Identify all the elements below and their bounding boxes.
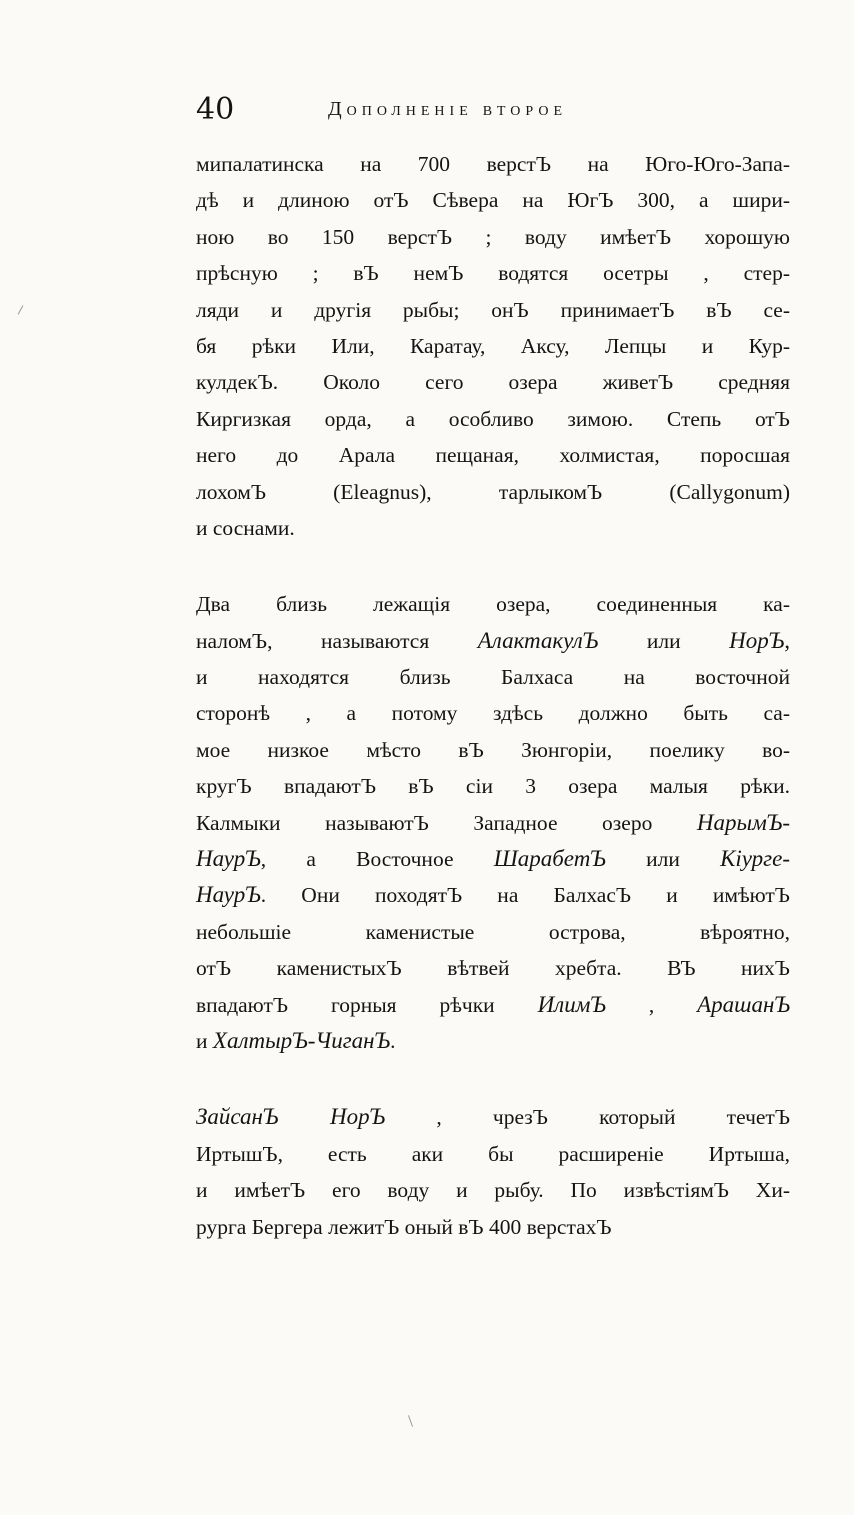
italic-name: НаурЪ [196, 882, 261, 908]
text-run: бя рѣки Или, Каратау, Аксу, Лепцы и Кур- [196, 333, 790, 358]
text-line [196, 841, 790, 877]
text-run: ИртышЪ, есть аки бы расширеніе Иртыша, [196, 1141, 790, 1166]
text-run: наломЪ, называются [196, 628, 478, 653]
text-run: Киргизкая орда, а особливо зимою. Степь отЪ [196, 406, 790, 431]
text-line [196, 1099, 790, 1135]
text-run: лохомЪ (Eleagnus), тарлыкомЪ (Callygonum) [196, 479, 790, 504]
text-line [196, 255, 790, 291]
text-line [196, 292, 790, 328]
text-line [196, 328, 790, 364]
text-run: и соснами. [196, 515, 295, 540]
text-run: него до Арала пещаная, холмистая, поросшая [196, 443, 790, 468]
text-run: мое низкое мѣсто вЪ Зюнгоріи, поелику во- [196, 737, 790, 762]
text-run: прѣсную ; вЪ немЪ водятся осетры , стер- [196, 261, 790, 286]
page-header [196, 92, 666, 132]
italic-name: ЗайсанЪ НорЪ [196, 1104, 386, 1130]
text-line [196, 586, 790, 622]
text-run: ляди и другія рыбы; онЪ принимаетЪ вЪ се- [196, 297, 790, 322]
page-scratch-mark [408, 1415, 413, 1427]
paragraph [196, 1099, 790, 1245]
body-text [196, 146, 790, 1245]
italic-name: НаурЪ [196, 846, 261, 872]
paragraph-gap [196, 1059, 790, 1099]
text-run: или [605, 847, 721, 872]
text-line [196, 146, 790, 182]
italic-name: НорЪ, [729, 627, 790, 653]
italic-name: ИлимЪ [537, 991, 606, 1017]
text-run: мипалатинска на 700 верстЪ на Юго-Юго-Запа- [196, 152, 790, 176]
text-line [196, 768, 790, 804]
text-run: отЪ каменистыхЪ вѣтвей хребта. ВЪ нихЪ [196, 956, 790, 981]
text-line [196, 364, 790, 400]
text-run: . Они походятЪ на БалхасЪ и имѣютЪ [260, 883, 790, 908]
text-line [196, 623, 790, 659]
text-line [196, 1172, 790, 1208]
italic-name: НарымЪ- [696, 809, 790, 835]
text-line [196, 805, 790, 841]
text-run: или [598, 628, 730, 653]
text-line [196, 474, 790, 510]
text-line [196, 437, 790, 473]
page-number: 40 [196, 92, 235, 127]
text-run: небольшіе каменистые острова, вѣроятно, [196, 919, 790, 944]
paragraph [196, 586, 790, 1059]
text-run: , а Восточное [260, 847, 494, 872]
text-run: и имѣетЪ его воду и рыбу. По извѣстіямЪ Хи- [196, 1178, 790, 1203]
text-line [196, 695, 790, 731]
text-line [196, 510, 790, 546]
italic-name: ХалтырЪ-ЧиганЪ [212, 1027, 391, 1053]
text-line [196, 877, 790, 913]
text-line [196, 987, 790, 1023]
text-line [196, 950, 790, 986]
running-head: Дополненіе второе [328, 98, 568, 120]
text-run: кулдекЪ. Около сего озера живетЪ средняя [196, 370, 790, 395]
text-line [196, 182, 790, 218]
text-run: Калмыки называютЪ Западное озеро [196, 810, 697, 835]
text-line [196, 1209, 790, 1245]
text-run: и находятся близь Балхаса на восточной [196, 665, 790, 690]
text-run: ною во 150 верстЪ ; воду имѣетЪ хорошую [196, 224, 790, 249]
text-run: Два близь лежащія озера, соединенныя ка- [196, 592, 790, 617]
text-line [196, 732, 790, 768]
text-run: рурга Бергера лежитЪ оный вЪ 400 верстахЪ [196, 1214, 612, 1239]
text-line [196, 1136, 790, 1172]
italic-name: Кіурге- [720, 846, 790, 872]
text-run: , [605, 992, 698, 1017]
paragraph [196, 146, 790, 546]
italic-name: АлактакулЪ [477, 627, 599, 653]
text-line [196, 914, 790, 950]
paragraph-gap [196, 546, 790, 586]
text-run: сторонѣ , а потому здѣсь должно быть са- [196, 701, 790, 726]
italic-name: АрашанЪ [697, 991, 790, 1017]
text-run: дѣ и длиною отЪ Сѣвера на ЮгЪ 300, а шири- [196, 188, 790, 213]
italic-name: ШарабетЪ [493, 846, 606, 872]
text-run: впадаютЪ горныя рѣчки [196, 992, 538, 1017]
text-line [196, 659, 790, 695]
text-run: и [196, 1028, 213, 1053]
text-run: . [390, 1028, 396, 1053]
text-line [196, 1023, 790, 1059]
text-line [196, 219, 790, 255]
text-run: кругЪ впадаютЪ вЪ сіи 3 озера малыя рѣки. [196, 774, 790, 799]
page-scratch-mark [18, 305, 24, 314]
text-line [196, 401, 790, 437]
text-run: , чрезЪ который течетЪ [385, 1105, 791, 1130]
